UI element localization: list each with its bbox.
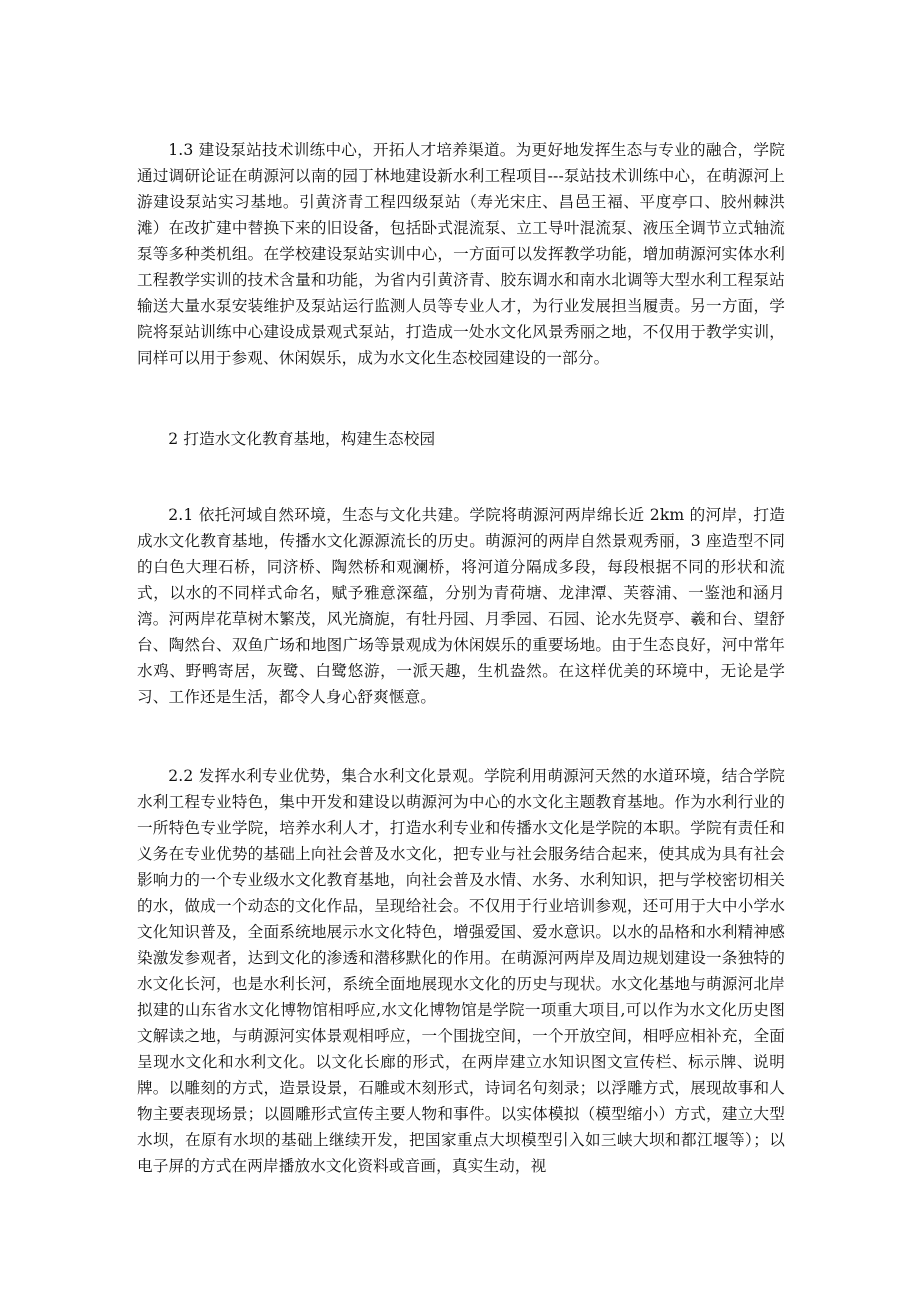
paragraph-section-1-3: 1.3 建设泵站技术训练中心，开拓人才培养渠道。为更好地发挥生态与专业的融合，学院通过调研论证在萌源河以南的园丁林地建设新水利工程项目---泵站技术训练中心，在萌源河上游建设泵站实习基地。引黄济青工程四级泵站（寿光宋庄、昌邑王褔、平度亭口、胶州棘洪滩）在改扩建中替换下来的旧设备，包括卧式混流泵、立工导叶混流泵、液压全调节立式轴流泵等多种类机组。在学校建设泵站实训中心，一方面可以发挥教学功能，增加萌源河实体水利工程教学实训的技术含量和功能，为省内引黄济青、胶东调水和南水北调等大型水利工程泵站输送大量水泵安装维护及泵站运行监测人员等专业人才，为行业发展担当履责。另一方面，学院将泵站训练中心建设成景观式泵站，打造成一处水文化风景秀丽之地，不仅用于教学实训，同样可以用于参观、休闲娱乐，成为水文化生态校园建设的一部分。 xyxy=(137,141,785,367)
section-heading-2: 2 打造水文化教育基地，构建生态校园 xyxy=(168,430,436,448)
paragraph-section-2-1: 2.1 依托河域自然环境，生态与文化共建。学院将萌源河两岸绵长近 2km 的河岸，打造成水文化教育基地，传播水文化源源流长的历史。萌源河的两岸自然景观秀丽，3 座造型不同的白色大理石桥，同济桥、陶然桥和观澜桥，将河道分隔成多段，每段根据不同的形状和流式，以水的不同样式命名，赋予雅意深蕴，分别为青荷塘、龙津潭、芙蓉浦、一鉴池和涵月湾。河两岸花草树木繁茂，风光旖旎，有牡丹园、月季园、石园、论水先贤亭、羲和台、望舒台、陶然台、双鱼广场和地图广场等景观成为休闲娱乐的重要场地。由于生态良好，河中常年水鸡、野鸭寄居，灰鹭、白鹭悠游，一派天趣，生机盎然。在这样优美的环境中，无论是学习、工作还是生活，都令人身心舒爽惬意。 xyxy=(137,506,785,706)
paragraph-section-2-2: 2.2 发挥水利专业优势，集合水利文化景观。学院利用萌源河天然的水道环境，结合学院水利工程专业特色，集中开发和建设以萌源河为中心的水文化主题教育基地。作为水利行业的一所特色专业学院，培养水利人才，打造水利专业和传播水文化是学院的本职。学院有责任和义务在专业优势的基础上向社会普及水文化，把专业与社会服务结合起来，使其成为具有社会影响力的一个专业级水文化教育基地，向社会普及水情、水务、水利知识，把与学校密切相关的水，做成一个动态的文化作品，呈现给社会。不仅用于行业培训参观，还可用于大中小学水文化知识普及，全面系统地展示水文化特色，增强爱国、爱水意识。以水的品格和水利精神感染激发参观者，达到文化的渗透和潜移默化的作用。在萌源河两岸及周边规划建设一条独特的水文化长河，也是水利长河，系统全面地展现水文化的历史与现状。水文化基地与萌源河北岸拟建的山东省水文化博物馆相呼应,水文化博物馆是学院一项重大项目,可以作为水文化历史图文解读之地，与萌源河实体景观相呼应，一个围拢空间，一个开放空间，相呼应相补充，全面呈现水文化和水利文化。以文化长廊的形式，在两岸建立水知识图文宣传栏、标示牌、说明牌。以雕刻的方式，造景设景，石雕或木刻形式，诗词名句刻录；以浮雕方式，展现故事和人物主要表现场景；以圆雕形式宣传主要人物和事件。以实体模拟（模型缩小）方式，建立大型水坝，在原有水坝的基础上继续开发，把国家重点大坝模型引入如三峡大坝和都江堰等）；以电子屏的方式在两岸播放水文化资料或音画，真实生动，视 xyxy=(137,767,785,1175)
